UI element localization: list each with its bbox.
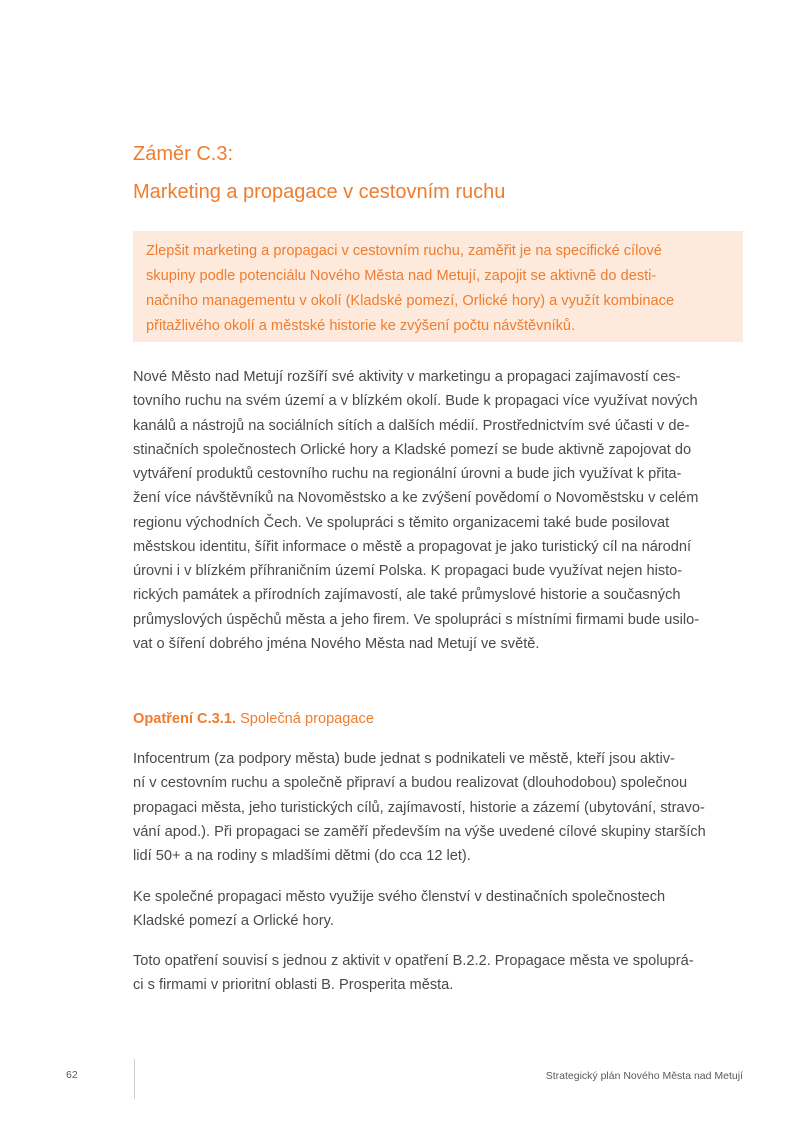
text-line: Ke společné propagaci město využije svého členství v destinačních společnostech [133,889,666,905]
text-line: průmyslových úspěchů města a jeho firem. Ve spolupráci s místními firmami bude usilo- [133,611,700,628]
text-line: úrovni i v blízkém příhraničním území Polska. K propagaci bude využívat nejen histo- [133,563,683,579]
goal-line: načního managementu v okolí (Kladské pomezí, Orlické hory) a využít kombinace [146,293,675,309]
measure-heading [133,711,374,727]
text-line: propagaci města, jeho turistických cílů, zajímavostí, historie a zázemí (ubytování, stravo- [133,799,705,816]
text-line: vání apod.). Při propagaci se zaměří především na výše uvedené cílové skupiny starších [133,823,706,840]
text-line: žení více návštěvníků na Novoměstsko a ke zvýšení povědomí o Novoměstsku v celém [133,490,699,507]
text-line: vytváření produktů cestovního ruchu na regionální úrovni a bude jich využívat k přita- [133,466,682,482]
text-line: ci s firmami v prioritní oblasti B. Prosperita města. [133,977,454,994]
goal-box [133,231,743,342]
text-line: tovního ruchu na svém území a v blízkém okolí. Bude k propagaci více využívat nových [133,393,698,410]
text-line: rických památek a přírodních zajímavostí, ale také průmyslové historie a současných [133,587,681,604]
text-line: Infocentrum (za podpory města) bude jednat s podnikateli ve městě, kteří jsou aktiv- [133,751,675,767]
text-line: stinačních společnostech Orlické hory a Kladské pomezí se bude aktivně zapojovat do [133,441,692,458]
text-line: vat o šíření dobrého jména Nového Města nad Metují ve světě. [133,635,540,652]
goal-line: Zlepšit marketing a propagaci v cestovním ruchu, zaměřit je na specifické cílové [146,243,662,259]
goal-line: přitažlivého okolí a městské historie ke zvýšení počtu návštěvníků. [146,318,576,334]
goal-line: skupiny podle potenciálu Nového Města nad Metují, zapojit se aktivně do desti- [146,268,657,284]
intro-paragraph [133,365,745,656]
measure-label: Opatření C.3.1. [133,711,236,727]
measure-title: Společná propagace [240,711,374,727]
text-line: městskou identitu, šířit informace o městě a propagovat je jako turistický cíl na národní [133,538,692,555]
membership-paragraph [133,885,745,934]
relation-paragraph [133,949,745,998]
page-number: 62 [66,1069,78,1081]
text-line: Kladské pomezí a Orlické hory. [133,913,334,930]
text-line: lidí 50+ a na rodiny s mladšími dětmi (do cca 12 let). [133,848,471,864]
section-title: Záměr C.3: [133,143,234,165]
text-line: Nové Město nad Metují rozšíří své aktivity v marketingu a propagaci zajímavostí ces- [133,369,681,385]
footer-divider [134,1059,135,1099]
footer-document-title: Strategický plán Nového Města nad Metují [545,1070,743,1082]
text-line: Toto opatření souvisí s jednou z aktivit v opatření B.2.2. Propagace města ve spoluprá- [133,953,694,969]
text-line: regionu východních Čech. Ve spolupráci s těmito organizacemi také bude posilovat [133,514,670,531]
text-line: kanálů a nástrojů na sociálních sítích a dalších médií. Prostřednictvím své účasti v de- [133,417,690,434]
text-line: ní v cestovním ruchu a společně připraví a budou realizovat (dlouhodobou) společnou [133,775,688,792]
measure-paragraph [133,747,745,868]
section-subtitle: Marketing a propagace v cestovním ruchu [133,181,506,203]
